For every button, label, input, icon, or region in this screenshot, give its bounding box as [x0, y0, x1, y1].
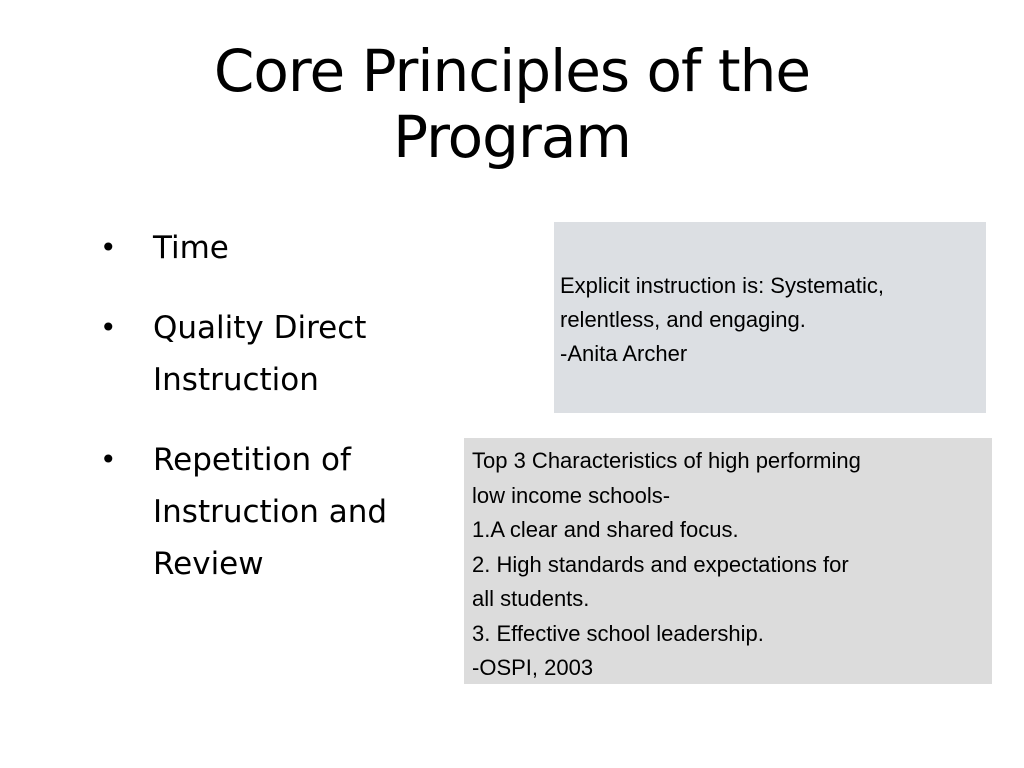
bullet-text: Time: [153, 230, 229, 266]
bullet-item-repetition-of-instruction: [100, 434, 440, 590]
bullet-text: Repetition of: [153, 442, 351, 478]
characteristics-attribution: -OSPI, 2003: [472, 655, 594, 680]
characteristics-item: all students.: [472, 586, 590, 611]
characteristics-item: 1.A clear and shared focus.: [472, 517, 739, 542]
bullet-text: Quality Direct: [153, 310, 367, 346]
slide-title: [112, 38, 912, 170]
bullet-text: Instruction: [153, 362, 319, 398]
slide-title-line-2: Program: [393, 103, 631, 171]
bullet-item-time: [100, 222, 440, 274]
slide-title-line-1: Core Principles of the: [213, 37, 811, 105]
bullet-item-quality-direct-instruction: [100, 302, 440, 406]
quote-box-anita-archer: [554, 222, 986, 413]
bullet-dot-icon: •: [100, 443, 117, 476]
characteristics-item: 3. Effective school leadership.: [472, 620, 764, 646]
bullet-dot-icon: •: [100, 311, 117, 344]
bullet-dot-icon: •: [100, 231, 117, 264]
characteristics-box-ospi: [464, 438, 992, 684]
characteristics-item: 2. High standards and expectations for: [472, 551, 849, 577]
bullet-text: Instruction and: [153, 494, 388, 530]
quote-line: Explicit instruction is: Systematic,: [560, 273, 884, 298]
quote-line: relentless, and engaging.: [560, 307, 806, 332]
characteristics-heading: Top 3 Characteristics of high performing: [472, 448, 861, 473]
characteristics-heading: low income schools-: [472, 482, 671, 508]
quote-attribution: -Anita Archer: [560, 341, 688, 366]
bullet-list: [100, 222, 440, 618]
bullet-text: Review: [153, 546, 264, 582]
